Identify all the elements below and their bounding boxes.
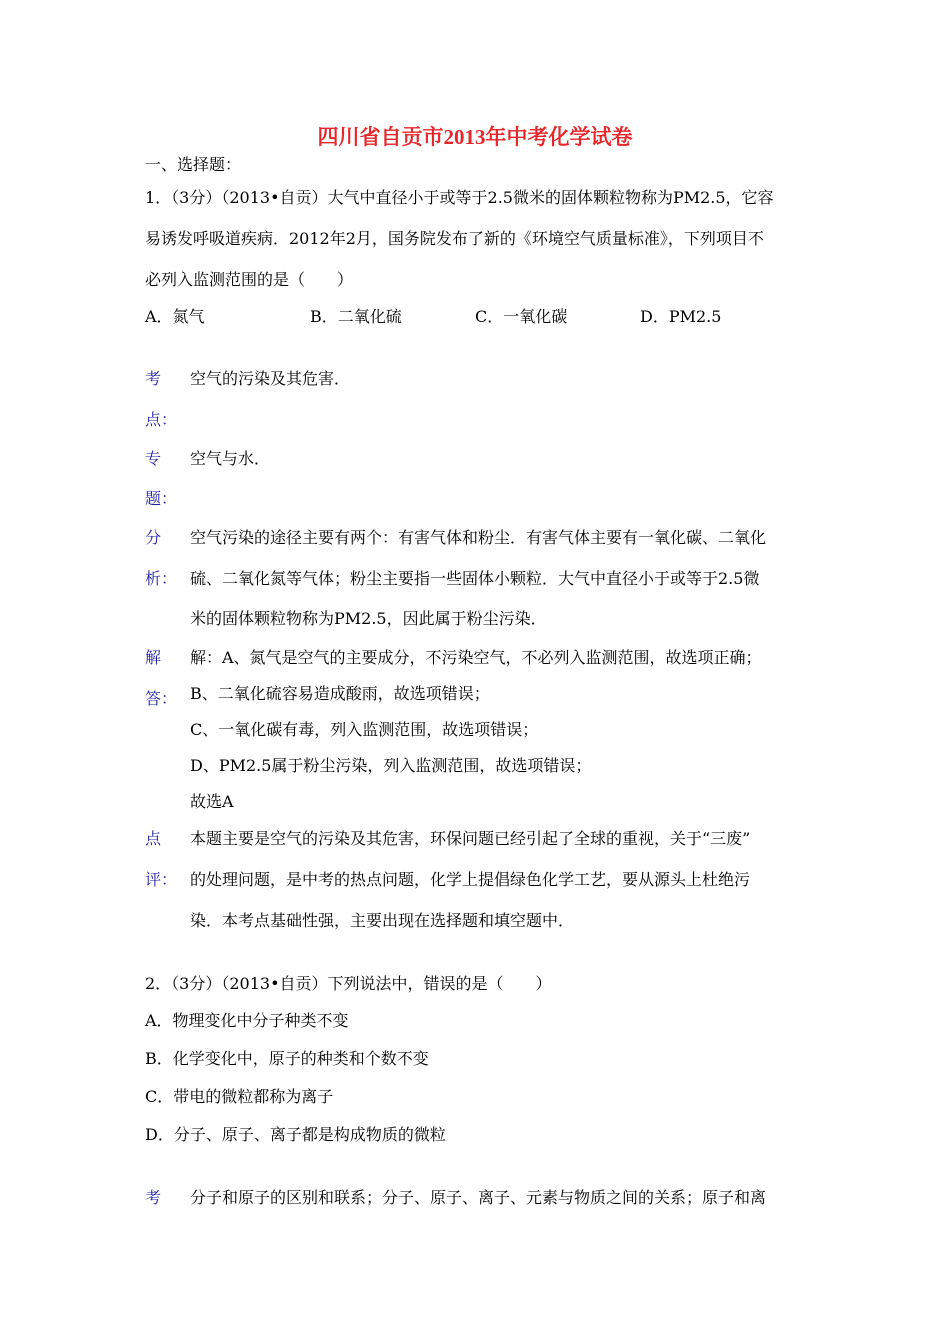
q1-option-d: D．PM2.5 — [640, 307, 722, 326]
q1-jieda-line-2: B、二氧化硫容易造成酸雨，故选项错误； — [190, 684, 490, 703]
q1-stem-line-1: 1．（3分）（2013•自贡）大气中直径小于或等于2.5微米的固体颗粒物称为PM2.5，它容 — [145, 188, 774, 207]
q1-dianping-line-3: 染．本考点基础性强，主要出现在选择题和填空题中． — [190, 911, 575, 930]
q2-option-c: C．带电的微粒都称为离子 — [145, 1087, 334, 1106]
q2-kaodian-label: 考 — [145, 1188, 162, 1207]
q1-jieda-line-4: D、PM2.5属于粉尘污染，列入监测范围，故选项错误； — [190, 756, 592, 775]
q1-fenxi-label-2: 析： — [145, 569, 178, 588]
q1-stem-line-2: 易诱发呼吸道疾病．2012年2月，国务院发布了新的《环境空气质量标准》，下列项目不 — [145, 229, 764, 248]
q1-dianping-label-2: 评： — [145, 870, 178, 889]
q2-option-b: B．化学变化中，原子的种类和个数不变 — [145, 1049, 429, 1068]
q1-option-c: C．一氧化碳 — [475, 307, 568, 326]
q1-fenxi-line-3: 米的固体颗粒物称为PM2.5，因此属于粉尘污染． — [190, 609, 547, 628]
q1-fenxi-line-1: 空气污染的途径主要有两个：有害气体和粉尘．有害气体主要有一氧化碳、二氧化 — [190, 528, 767, 547]
q1-jieda-line-1: 解：A、氮气是空气的主要成分，不污染空气，不必列入监测范围，故选项正确； — [190, 648, 762, 667]
q2-kaodian-text: 分子和原子的区别和联系；分子、原子、离子、元素与物质之间的关系；原子和离 — [190, 1188, 767, 1207]
q1-zhuanti-text: 空气与水． — [190, 449, 271, 468]
q1-stem-line-3: 必列入监测范围的是（ ） — [145, 270, 354, 289]
q2-option-a: A．物理变化中分子种类不变 — [145, 1011, 349, 1030]
q1-kaodian-text: 空气的污染及其危害． — [190, 369, 351, 388]
q1-kaodian-label-1: 考 — [145, 369, 162, 388]
q1-jieda-line-5: 故选A — [190, 792, 234, 811]
section-heading: 一、选择题： — [145, 155, 242, 174]
q1-option-a: A．氮气 — [145, 307, 205, 326]
q1-kaodian-label-2: 点： — [145, 410, 178, 429]
q1-fenxi-line-2: 硫、二氧化氮等气体；粉尘主要指一些固体小颗粒．大气中直径小于或等于2.5微 — [190, 569, 760, 588]
q2-stem: 2．（3分）（2013•自贡）下列说法中，错误的是（ ） — [145, 974, 552, 993]
q1-zhuanti-label-2: 题： — [145, 489, 178, 508]
q1-dianping-label-1: 点 — [145, 829, 162, 848]
q1-jieda-label-1: 解 — [145, 648, 162, 667]
q1-dianping-line-1: 本题主要是空气的污染及其危害，环保问题已经引起了全球的重视，关于“三废” — [190, 829, 751, 848]
page-title: 四川省自贡市2013年中考化学试卷 — [317, 125, 633, 149]
q2-option-d: D．分子、原子、离子都是构成物质的微粒 — [145, 1125, 446, 1144]
q1-jieda-line-3: C、一氧化碳有毒，列入监测范围，故选项错误； — [190, 720, 539, 739]
q1-option-b: B．二氧化硫 — [310, 307, 402, 326]
q1-fenxi-label-1: 分 — [145, 528, 162, 547]
q1-zhuanti-label-1: 专 — [145, 449, 162, 468]
q1-dianping-line-2: 的处理问题，是中考的热点问题，化学上提倡绿色化学工艺，要从源头上杜绝污 — [190, 870, 751, 889]
q1-jieda-label-2: 答： — [145, 689, 178, 708]
